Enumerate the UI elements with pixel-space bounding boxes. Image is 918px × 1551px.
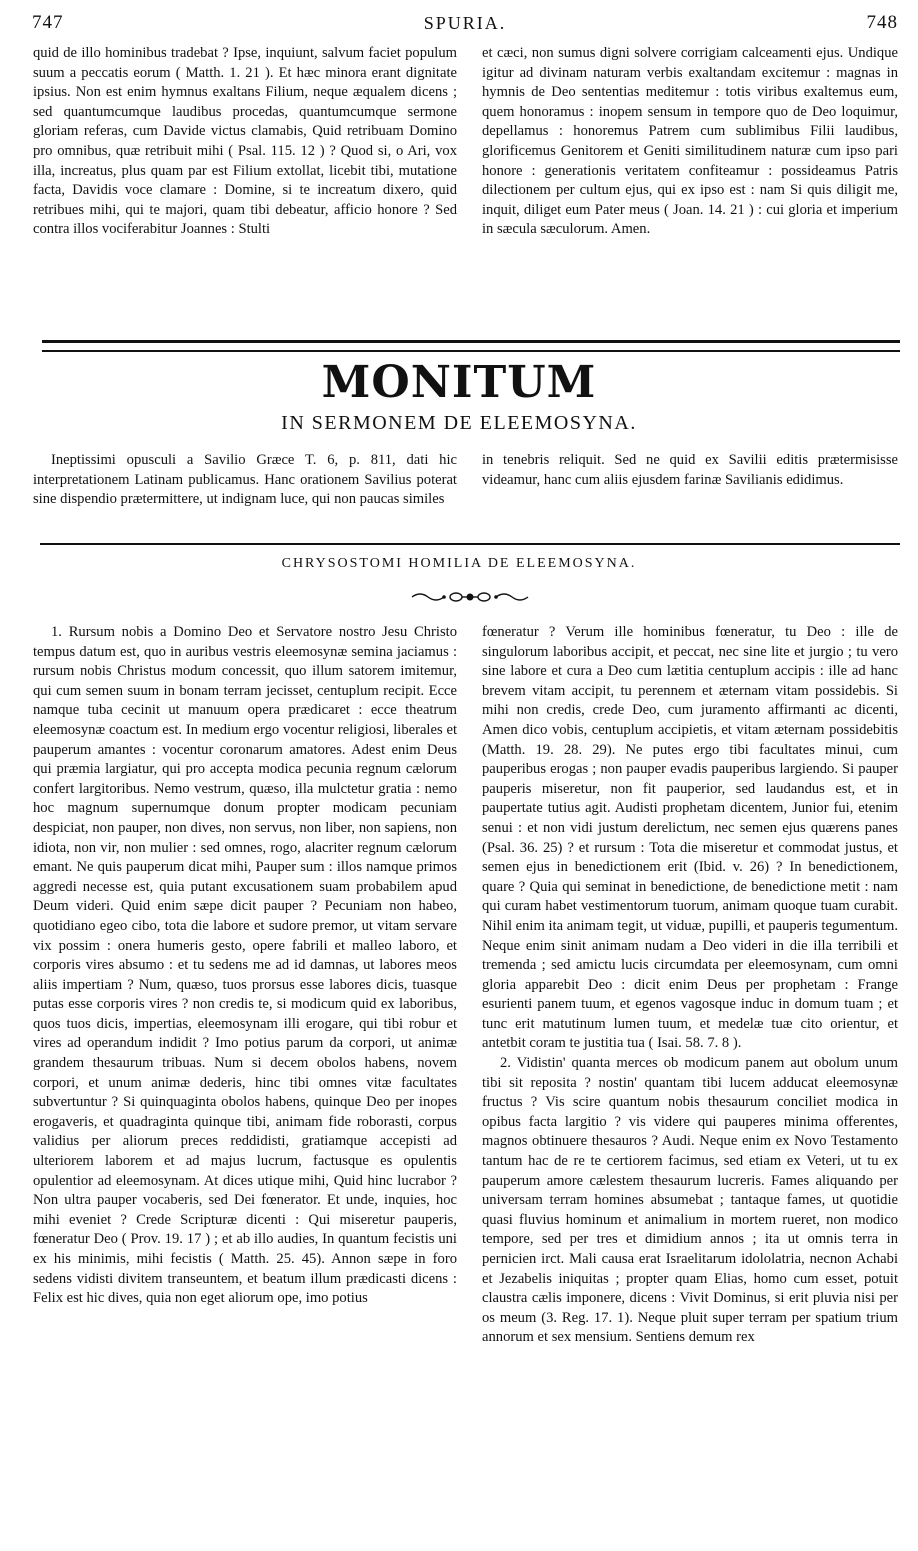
- homily-text-left: 1. Rursum nobis a Domino Deo et Servatore nostro Jesu Christo tempus datum est, quo in auribus vestris eleemosynæ semina jaciamus : rursum nobis Christus modum concessit, quo illum satorem imitemur, qui cum semen suum in bonam terram jecisset, centuplum recipit. Ecce namque tuba cecinit ut manuum opera prædicaret : ecce theatrum eleemosynæ coactum est. In medium ergo vocentur religiosi, liberales et pauperum amantes : vocentur coronarum amatores. Adest enim Deus qui præmia largiatur, qui pro accepta modica pecunia regnum cælorum confert largitoribus. Nemo vestrum, quæso, illa mulctetur gratia : nemo hoc magnum supernumque donum propter modicam pecuniam despiciat, non pauper, non dives, non servus, non liber, non sapiens, non idiota, non vir, non mulier : sed omnes, rogo, alacriter regnum cælorum emant. Ne quis pauperum dicat mihi, Pauper sum : illos namque primos aggredi necesse est, quia putant excusationem suam probabilem apud Deum videri. Quid enim sæpe dicit pauper ? Pecuniam non habeo, quotidiano egeo cibo, tota die labore et sudore premor, ut vitam servare vix possim : onera humeris gesto, opere fabrili et malleo laboro, et corporis vires absumo : et tu sedens me ad id damnas, ut labores meos aliis impertiam ? Num, quæso, tuos prorsus esse labores dicis, tuasque putas esse corporis vires ? non credis te, si modicum quid ex laboribus, quos tuos dicis, impertias, eleemosynam illi erogare, qui tibi robur et vires ad operandum indidit ? Imo potius parum da corpori, ut animæ grandem thesaurum tribuas. Num si decem obolos habens, novem corpori, et unum animæ dederis, hinc tibi omnes vitæ facultates subvertuntur ? Si quinquaginta obolos habens, quinque Deo per inopes erogaveris, et quadraginta quinque tibi, animam fide roborasti, corpus validius per aliorum preces reddidisti, gratiamque accepisti ad ulteriorem laborem et ad majus lucrum, factusque es opulentis opulentior ad eleemosynam. At dices utique mihi, Quid hinc lucrabor ? Non ultra pauper vocaberis, sed Dei fœnerator. Et unde, inquies, hoc mihi eveniet ? Crede Scripturæ dicenti : Qui miseretur pauperis, fœneratur Deo ( Prov. 19. 17 ) ; et ab illo audies, In quantum fecistis uni ex his minimis, mihi fecistis ( Matth. 25. 45). Annon sæpe in foro sedens vidisti divitem transeuntem, et beatum illum prædicasti dicens : Felix est hic dives, quia non eget aliorum ope, imo potius: [33, 624, 457, 1307]
- running-head: [32, 8, 898, 38]
- homily-text-right-2: 2. Vidistin' quanta merces ob modicum panem aut obolum unum tibi sit reposita ? nostin' quantam tibi lucem adducat eleemosynæ fructus ? Vis scire quantum nobis thesaurum conciliet modica in opibus facta largitio ? vis videre qui pauperes minima offerentes, magnos obtinuere thesauros ? Audi. Neque enim ex Novo Testamento tantum hac de re te certiorem facimus, sed etiam ex Veteri, ut tu ex pauperum amore cælestem thesaurum lucreris. Fames aliquando per universam terram homines absumebat ; tantaque fames, ut quotidie quasi fluvius hominum et animalium in mortem rueret, non modico tempore, sed per tres et dimidium annos ; ita ut omnis terra in pernicien irct. Mali causa erat Israelitarum idololatria, necnon Achabi et Jezabelis iniquitas ; propter quam Elias, homo cum esset, potuit claustra cælis imponere, dicens : Vivit Dominus, si erit pluvia nisi per os meum (3. Reg. 17. 1). Neque pluit super terram per spatium trium annorum et sex mensium. Sentiens demum rex: [482, 1055, 898, 1346]
- monitum-text-left: Ineptissimi opusculi a Savilio Græce T. 6, p. 811, dati hic interpretationem Latinam publicamus. Hanc orationem Savilius poterat sine dispendio prætermittere, ut indignam luce, qui non paucas similes: [33, 452, 457, 508]
- previous-text-left-column: [33, 44, 457, 340]
- page-number-left: 747: [32, 12, 64, 33]
- homily-text-right-1: fœneratur ? Verum ille hominibus fœneratur, tu Deo : ille de singulorum laboribus accipit, et peccat, nec sine lite et jurgio ; tu vero sine labore et cura a Deo cum lætitia centuplum accipis : ille ad hanc brevem vitam accipit, tu perennem et æternam vitam possidebis. Si mihi non credis, crede Deo, cum juramento affirmanti ac dicenti, Amen dico vobis, centuplum accipietis, et vitam æternam possidebitis (Matth. 19. 28. 29). Ne putes ergo tibi facultates minui, cum pauperibus erogas ; non pauper evadis pauperibus largiendo. Si pauper pauperis miseretur, non fit pauperior, sed laudandus est, et in paupertate tutius agit. Audisti prophetam dicentem, Junior fui, etenim senui : et non vidi justum derelictum, nec semen ejus quærens panes (Psal. 36. 25) ? et rursum : Tota die miseretur et commodat justus, et semen ejus in benedictionem erit (Ibid. v. 26) ? In benedictionem, quare ? Quia qui seminat in benedictione, de benedictione metit : nam qui curam habet vestimentorum tuorum, animam quoque tuam curabit. Nihil enim ita animam tegit, ut viduæ, pupilli, et pauperis tegumentum. Neque enim sinit animam nudam a Deo videri in die illa terribili et tremenda ; sed amictu lucis circumdata per eleemosynam, cum omni gloria apparebit Deo : dicit enim Deus per prophetam : Frange esurienti panem tuum, et egenos vagosque induc in domum tuam ; et tunc erit matutinum lumen tuum, et medelæ tuæ cito orientur, et antetbit coram te justitia tua ( Isai. 58. 7. 8 ).: [482, 624, 898, 1052]
- monitum-subtitle: IN SERMONEM DE ELEEMOSYNA.: [281, 412, 637, 434]
- homily-heading: CHRYSOSTOMI HOMILIA DE ELEEMOSYNA.: [281, 556, 637, 571]
- ornament-icon: [410, 590, 530, 604]
- running-title: SPURIA.: [423, 12, 507, 33]
- monitum-text-right: in tenebris reliquit. Sed ne quid ex Savilii editis prætermisisse videamur, hanc cum aliis ejusdem farinæ Savilianis edidimus.: [482, 452, 898, 488]
- monitum-title: MONITUM: [321, 357, 597, 408]
- monitum-divider: [40, 543, 900, 545]
- section-divider: [42, 340, 900, 352]
- monitum-left-column: [33, 451, 457, 541]
- homily-right-column: [482, 623, 898, 1541]
- previous-text-left: quid de illo hominibus tradebat ? Ipse, inquiunt, salvum faciet populum suum a peccatis eorum ( Matth. 1. 21 ). Et hæc minora erant dignitate ipsius. Non est enim hymnus exaltans Filium, neque æqualem dicens ; sed quantumcumque laudibus procedas, quantumcumque sermone gloriam referas, cum Davide victus clamabis, Quid retribuam Domino pro omnibus, quæ retribuit mihi ( Psal. 115. 12 ) ? Quod si, o Ari, vox illa, increatus, plus quam par est Filium extollat, licebit tibi, mutatione facta, Davidis voce clamare : Domine, si te increatum dixero, quid retribues mihi, qui te majori, quam tibi debeatur, afficio honore ? Sed contra illos vociferabitur Joannes : Stulti: [33, 45, 457, 238]
- previous-text-right-column: [482, 44, 898, 340]
- homily-left-column: [33, 623, 457, 1541]
- monitum-right-column: [482, 451, 898, 541]
- previous-text-right: et cæci, non sumus digni solvere corrigiam calceamenti ejus. Undique igitur ad divinam naturam verbis exaltandam excitemur : magnas in hymnis de Deo sententias meditemur : totis viribus exaltemus eum, quem honoramus : inopem sensum in tempore quo de Deo loquimur, depellamus : honoremus Patrem cum sublimibus Filii laudibus, glorificemus Genitorem et Geniti similitudinem naturæ cum ipso pari honore : generationis veritatem confiteamur : possideamus Patris dilectionem per cultum ejus, qui ex ipso est : nam Si quis diligit me, inquit, diliget eum Pater meus ( Joan. 14. 21 ) : cui gloria et imperium in sæcula sæculorum. Amen.: [482, 45, 898, 238]
- page-number-right: 748: [866, 12, 898, 33]
